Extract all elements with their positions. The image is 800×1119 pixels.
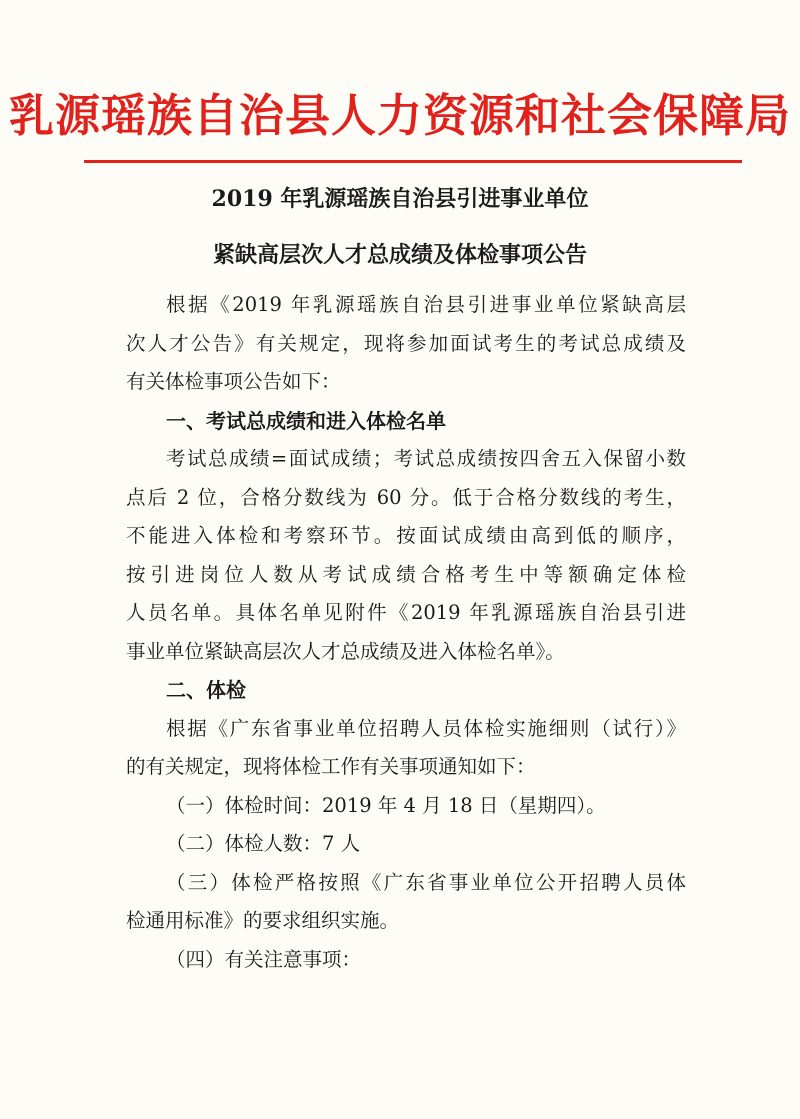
section-1-line-5: 人员名单。具体名单见附件《2019 年乳源瑶族自治县引进	[126, 601, 686, 624]
document-body	[126, 286, 686, 979]
section-1-line-3: 不能进入体检和考察环节。按面试成绩由高到低的顺序，	[126, 524, 686, 547]
title-line-1: 2019 年乳源瑶族自治县引进事业单位	[211, 186, 589, 212]
intro-line-1: 根据《2019 年乳源瑶族自治县引进事业单位紧缺高层	[166, 293, 686, 316]
section-2-item-3-line-1: （三）体检严格按照《广东省事业单位公开招聘人员体	[166, 870, 686, 894]
section-2-item-3-line-2: 检通用标准》的要求组织实施。	[126, 909, 400, 932]
intro-line-2: 次人才公告》有关规定，现将参加面试考生的考试总成绩及	[126, 331, 686, 355]
title-line-2: 紧缺高层次人才总成绩及体检事项公告	[212, 242, 587, 268]
section-1-heading: 一、考试总成绩和进入体检名单	[166, 408, 446, 433]
section-2-intro-line-2: 的有关规定，现将体检工作有关事项通知如下：	[126, 755, 536, 778]
section-2-item-1: （一）体检时间：2019 年 4 月 18 日（星期四）。	[166, 793, 606, 817]
red-divider-line	[84, 160, 742, 163]
section-1-line-1: 考试总成绩=面试成绩；考试总成绩按四舍五入保留小数	[166, 447, 686, 470]
organization-header: 乳源瑶族自治县人力资源和社会保障局	[8, 89, 791, 142]
section-2-item-4: （四）有关注意事项：	[166, 947, 362, 971]
section-2-item-2: （二）体检人数：7 人	[166, 832, 361, 855]
section-1-line-4: 按引进岗位人数从考试成绩合格考生中等额确定体检	[126, 562, 686, 586]
intro-line-3: 有关体检事项公告如下：	[126, 370, 341, 393]
section-2-intro-line-1: 根据《广东省事业单位招聘人员体检实施细则（试行）》	[166, 716, 686, 740]
section-2-heading: 二、体检	[166, 678, 246, 702]
section-1-line-6: 事业单位紧缺高层次人才总成绩及进入体检名单》。	[126, 639, 565, 663]
section-1-line-2: 点后 2 位，合格分数线为 60 分。低于合格分数线的考生，	[126, 485, 686, 509]
